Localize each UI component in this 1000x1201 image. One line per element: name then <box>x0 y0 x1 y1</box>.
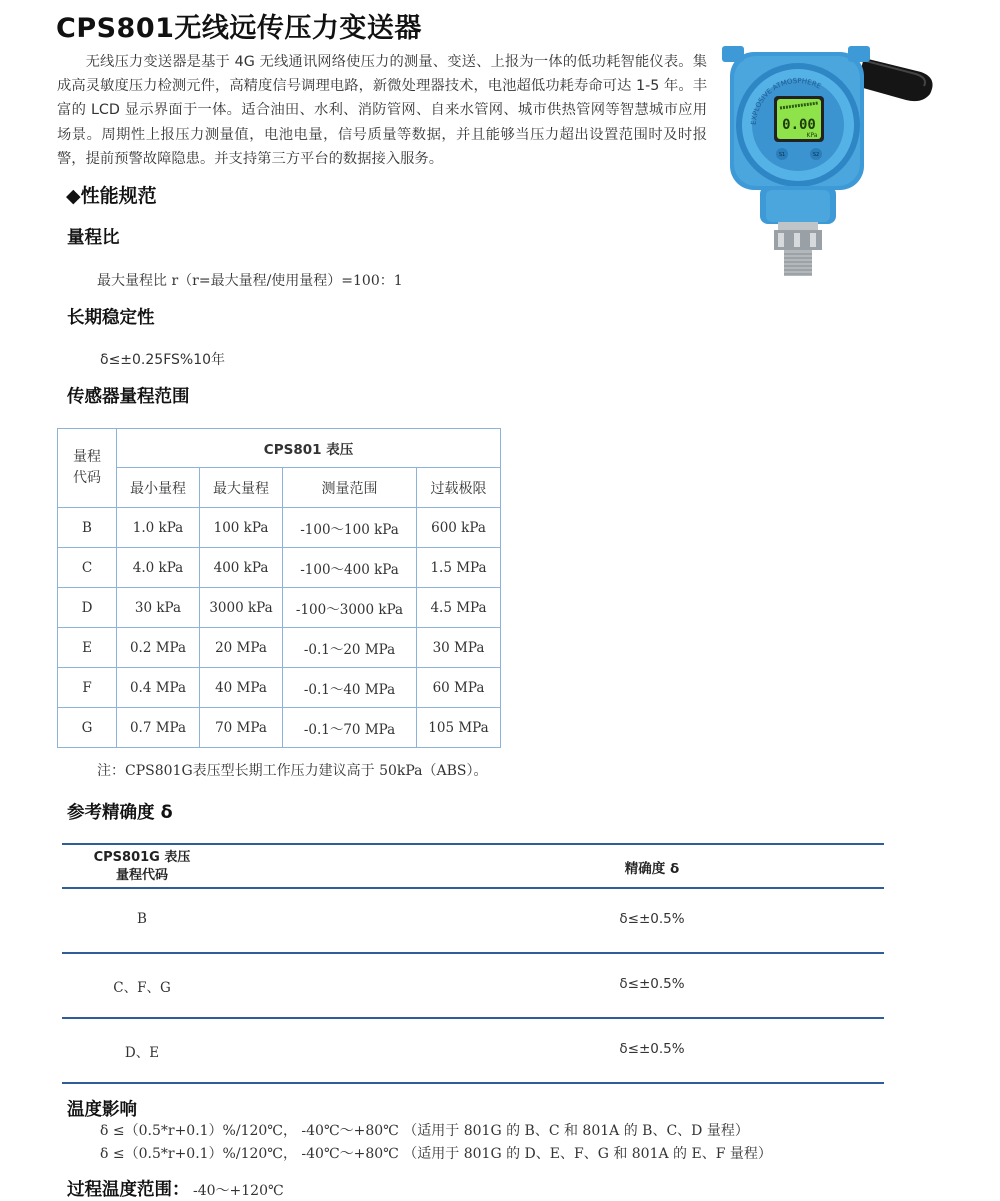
table-cell: 60 MPa <box>417 668 501 708</box>
column-header: 测量范围 <box>283 468 417 508</box>
table-cell: 1.5 MPa <box>417 548 501 588</box>
accuracy-col1-header-line2: 量程代码 <box>115 868 168 883</box>
table-cell: 30 kPa <box>117 588 200 628</box>
table-cell: 600 kPa <box>417 508 501 548</box>
section-spec-heading: ◆性能规范 <box>66 185 157 207</box>
table-row <box>62 889 884 952</box>
table-cell: C <box>58 548 117 588</box>
table-cell: -0.1～40 MPa <box>283 668 417 708</box>
table-cell: -100～3000 kPa <box>283 588 417 628</box>
table-cell: 4.5 MPa <box>417 588 501 628</box>
table-cell: 30 MPa <box>417 628 501 668</box>
table-cell: F <box>58 668 117 708</box>
table-row <box>58 548 501 588</box>
table-cell: 0.7 MPa <box>117 708 200 748</box>
table-cell: D、E <box>124 1045 160 1061</box>
table-row <box>62 954 884 1017</box>
table-row <box>58 668 501 708</box>
table-cell: 100 kPa <box>200 508 283 548</box>
lcd-unit: KPa <box>806 132 818 139</box>
range-code-header-line1: 量程 <box>73 449 101 465</box>
table-cell: -100～100 kPa <box>283 508 417 548</box>
table-cell: B <box>58 508 117 548</box>
temperature-line-2: δ ≤（0.5*r+0.1）%/120℃， -40℃～+80℃ （适用于 801G 的 D、E、F、G 和 801A 的 E、F 量程） <box>100 1146 772 1162</box>
table-cell: 4.0 kPa <box>117 548 200 588</box>
column-header: 最大量程 <box>200 468 283 508</box>
table-row <box>58 628 501 668</box>
table-row <box>58 588 501 628</box>
table-cell: -0.1～20 MPa <box>283 628 417 668</box>
intro-paragraph <box>57 50 707 171</box>
product-image <box>716 30 948 280</box>
accuracy-heading: 参考精确度 δ <box>67 803 173 823</box>
sensor-range-table <box>57 428 501 748</box>
table-cell: -100～400 kPa <box>283 548 417 588</box>
table-cell: δ≤±0.5% <box>619 911 685 927</box>
table-row <box>58 708 501 748</box>
table-cell: C、F、G <box>113 980 171 996</box>
accuracy-header-row <box>62 845 884 887</box>
intro-text: 无线压力变送器是基于 4G 无线通讯网络使压力的测量、变送、上报为一体的低功耗智能仪表。集成高灵敏度压力检测元件，高精度信号调理电路，新微处理器技术，电池超低功耗寿命可达 1-5 年。丰富的 LCD 显示界面于一体。适合油田、水利、消防管网、自来水管网、城市供热管网等智慧城市应用场景。周期性上报压力测量值，电池电量，信号质量等数据，并且能够当压力超出设置范围时及时报警，提前预警故障隐患。并支持第三方平台的数据接入服务。 <box>57 54 707 167</box>
temperature-line-1: δ ≤（0.5*r+0.1）%/120℃， -40℃～+80℃ （适用于 801G 的 B、C 和 801A 的 B、C、D 量程） <box>100 1123 749 1139</box>
svg-text:EXPLOSIVE ATMOSPHERE: EXPLOSIVE ATMOSPHERE <box>749 76 823 126</box>
table-cell: 3000 kPa <box>200 588 283 628</box>
button-s1-label: S1 <box>778 152 786 158</box>
table-cell: 105 MPa <box>417 708 501 748</box>
stability-text: δ≤±0.25FS%10年 <box>100 352 226 368</box>
accuracy-col1-header <box>62 849 222 885</box>
range-ratio-heading: 量程比 <box>67 228 120 248</box>
column-header: 过载极限 <box>417 468 501 508</box>
column-header: 最小量程 <box>117 468 200 508</box>
table-cell: B <box>137 911 147 927</box>
accuracy-col1-header-line1: CPS801G 表压 <box>93 850 191 865</box>
table-cell: δ≤±0.5% <box>619 1041 685 1057</box>
table-cell: 0.4 MPa <box>117 668 200 708</box>
range-note: 注：CPS801G表压型长期工作压力建议高于 50kPa（ABS）。 <box>97 763 488 779</box>
accuracy-table <box>62 843 884 1084</box>
accuracy-col2-header: 精确度 δ <box>624 861 680 877</box>
group-header: CPS801 表压 <box>117 429 501 468</box>
range-code-header-line2: 代码 <box>73 470 101 486</box>
range-code-header <box>58 429 117 508</box>
table-cell: D <box>58 588 117 628</box>
table-cell: δ≤±0.5% <box>619 976 685 992</box>
stability-heading: 长期稳定性 <box>67 308 155 328</box>
range-ratio-text: 最大量程比 r（r=最大量程/使用量程）=100：1 <box>97 273 403 289</box>
table-rule <box>62 1082 884 1084</box>
table-cell: 400 kPa <box>200 548 283 588</box>
process-temp-heading: 过程温度范围： <box>67 1180 190 1200</box>
page-title: CPS801无线远传压力变送器 <box>56 13 422 44</box>
table-cell: 20 MPa <box>200 628 283 668</box>
table-cell: 0.2 MPa <box>117 628 200 668</box>
button-s2-label: S2 <box>812 152 820 158</box>
temperature-heading: 温度影响 <box>67 1100 137 1120</box>
table-cell: 70 MPa <box>200 708 283 748</box>
sensor-range-heading: 传感器量程范围 <box>67 387 190 407</box>
table-cell: G <box>58 708 117 748</box>
process-temp-value: -40～+120℃ <box>193 1183 284 1199</box>
table-cell: E <box>58 628 117 668</box>
table-cell: 1.0 kPa <box>117 508 200 548</box>
table-cell: -0.1～70 MPa <box>283 708 417 748</box>
table-row <box>62 1019 884 1082</box>
table-row <box>58 508 501 548</box>
lcd-value: 0.00 <box>782 117 816 133</box>
table-cell: 40 MPa <box>200 668 283 708</box>
